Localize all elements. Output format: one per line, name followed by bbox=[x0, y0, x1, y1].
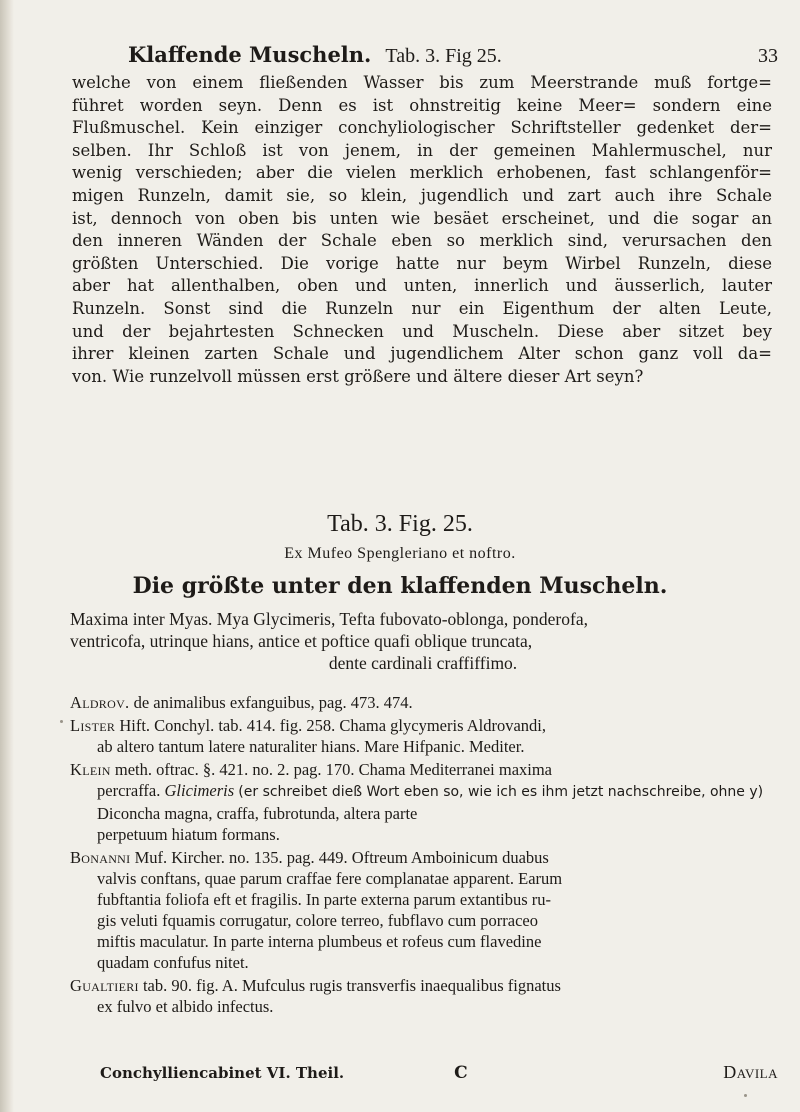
reference-entry bbox=[70, 715, 782, 757]
volume-title: Conchylliencabinet VI. Theil. bbox=[100, 1064, 345, 1082]
reference-text: ab altero tantum latere naturaliter hians. Mare Hifpanic. Mediter. bbox=[97, 737, 525, 756]
section-title: Die größte unter den klaffenden Muscheln. bbox=[132, 573, 668, 599]
german-line: migen Runzeln, damit sie, so klein, jugendlich und zart auch ihre Schale bbox=[72, 185, 772, 205]
reference-italic-term: Glicimeris bbox=[164, 781, 235, 800]
reference-entry bbox=[70, 692, 782, 713]
german-line: ihrer kleinen zarten Schale und jugendlichem Alter schon ganz voll da= bbox=[72, 344, 772, 364]
german-line: Runzeln. Sonst sind die Runzeln nur ein Eigenthum der alten Leute, bbox=[72, 298, 772, 318]
latin-line: ventricofa, utrinque hians, antice et poftice quafi oblique truncata, bbox=[70, 631, 533, 651]
latin-description bbox=[70, 608, 776, 674]
reference-text: quadam confufus nitet. bbox=[97, 953, 249, 972]
header-plate-reference: Tab. 3. Fig 25. bbox=[385, 45, 502, 67]
german-line: größten Unterschied. Die vorige hatte nur beym Wirbel Runzeln, diese bbox=[72, 253, 772, 273]
reference-text: gis veluti fquamis corrugatur, colore terreo, fubflavo cum porraceo bbox=[97, 911, 539, 930]
reference-text: Diconcha magna, craffa, fubrotunda, altera parte bbox=[97, 804, 418, 823]
reference-entry bbox=[70, 975, 782, 1017]
german-line: Flußmuschel. Kein einziger conchyliologischer Schriftsteller gedenket der= bbox=[72, 118, 772, 138]
german-line: aber hat allenthalben, oben und unten, innerlich und äusserlich, lauter bbox=[72, 276, 772, 296]
german-gloss: (er schreibet dieß Wort eben so, wie ich es ihm jetzt nachschreibe, ohne y) bbox=[238, 784, 764, 800]
german-line: von. Wie runzelvoll müssen erst größere und ältere dieser Art seyn? bbox=[72, 366, 644, 386]
paper-speck bbox=[60, 720, 63, 723]
reference-text: Muf. Kircher. no. 135. pag. 449. Oftreum Amboinicum duabus bbox=[134, 848, 549, 867]
reference-text: miftis maculatur. In parte interna plumbeus et rofeus cum flavedine bbox=[97, 932, 542, 951]
german-line: den inneren Wänden der Schale eben so merklich sind, verursachen den bbox=[72, 231, 772, 251]
reference-text: percraffa. bbox=[97, 781, 161, 800]
reference-list bbox=[70, 692, 782, 1019]
german-line: und der bejahrtesten Schnecken und Muscheln. Diese aber sitzet bey bbox=[72, 321, 772, 341]
german-line: welche von einem fließenden Wasser bis zum Meerstrande muß fortge= bbox=[72, 73, 772, 92]
german-line: ist, dennoch von oben bis unten wie besäet erscheinet, und die sogar an bbox=[72, 208, 772, 228]
reference-text: tab. 90. fig. A. Mufculus rugis transverfis inaequalibus fignatus bbox=[142, 976, 561, 995]
reference-entry bbox=[70, 847, 782, 973]
reference-text: meth. oftrac. §. 421. no. 2. pag. 170. Chama Mediterranei maxima bbox=[114, 760, 553, 779]
reference-text: de animalibus exfanguibus, pag. 473. 474. bbox=[133, 693, 413, 712]
reference-author: Lister bbox=[70, 716, 116, 735]
reference-author: Klein bbox=[70, 760, 111, 779]
paper-speck bbox=[744, 1094, 747, 1097]
latin-line: Maxima inter Myas. Mya Glycimeris, Tefta fubovato-oblonga, ponderofa, bbox=[70, 609, 588, 629]
catchword: Davila bbox=[723, 1062, 778, 1082]
reference-text: perpetuum hiatum formans. bbox=[97, 825, 280, 844]
header-title: Klaffende Muscheln. bbox=[128, 42, 372, 67]
page-footer bbox=[100, 1062, 778, 1086]
german-line: führet worden seyn. Denn es ist ohnstreitig keine Meer= sondern eine bbox=[72, 95, 772, 115]
latin-line: dente cardinali craffiffimo. bbox=[328, 653, 518, 673]
museum-source: Ex Mufeo Spengleriano et noftro. bbox=[284, 545, 516, 562]
reference-text: valvis conftans, quae parum craffae fere complanatae apparent. Earum bbox=[97, 869, 563, 888]
reference-author: Aldrov. bbox=[70, 693, 130, 712]
reference-text: fubftantia foliofa eft et fragilis. In parte externa parum extantibus ru- bbox=[97, 890, 552, 909]
reference-author: Gualtieri bbox=[70, 976, 139, 995]
plate-reference: Tab. 3. Fig. 25. bbox=[327, 511, 473, 537]
running-header bbox=[128, 42, 778, 70]
page-number: 33 bbox=[758, 45, 778, 67]
signature-mark: C bbox=[454, 1063, 468, 1083]
reference-text: Hift. Conchyl. tab. 414. fig. 258. Chama glycymeris Aldrovandi, bbox=[119, 716, 546, 735]
reference-author: Bonanni bbox=[70, 848, 131, 867]
reference-text: ex fulvo et albido infectus. bbox=[97, 997, 274, 1016]
reference-entry bbox=[70, 759, 782, 845]
german-line: wenig verschieden; aber die vielen merklich erhobenen, fast schlangenför= bbox=[72, 163, 772, 183]
german-line: selben. Ihr Schloß ist von jenem, in der gemeinen Mahlermuschel, nur bbox=[72, 140, 772, 160]
german-text-block bbox=[72, 72, 772, 388]
